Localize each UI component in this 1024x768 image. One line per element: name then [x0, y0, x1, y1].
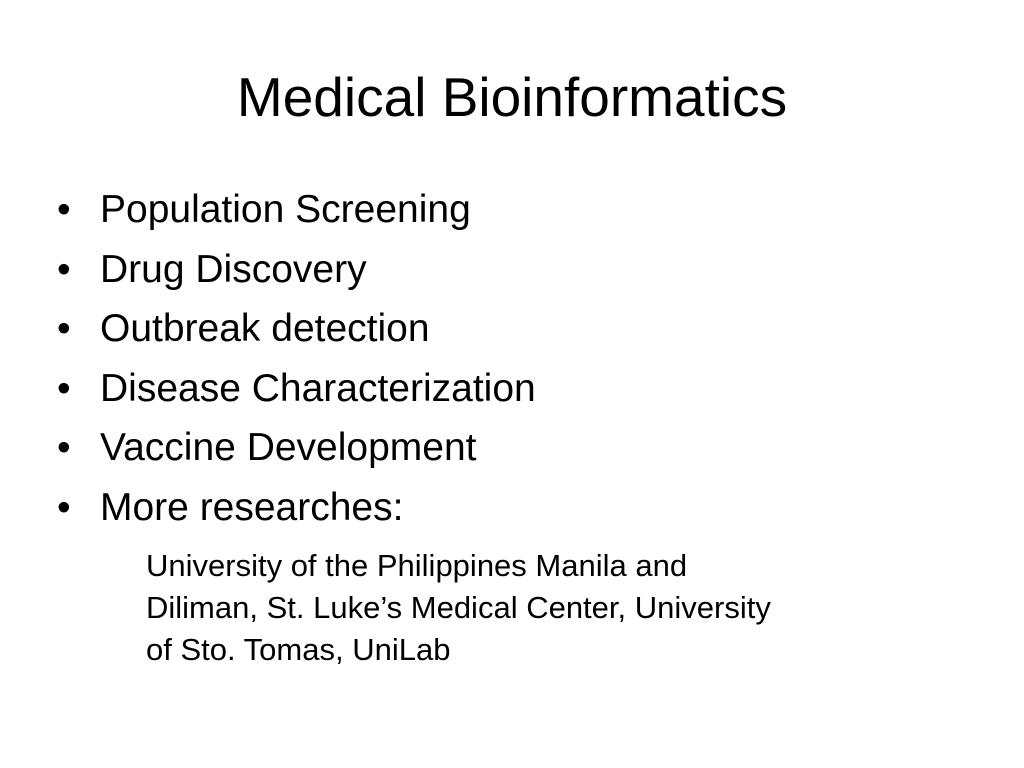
bullet-item [57, 299, 536, 359]
slide-title: Medical Bioinformatics [236, 66, 788, 128]
bullet-item [57, 240, 536, 300]
bullet-item [57, 478, 536, 538]
bullet-text: Outbreak detection [100, 307, 430, 350]
bullet-item [57, 418, 536, 478]
bullet-dot-icon: • [57, 188, 71, 231]
bullet-text: Vaccine Development [100, 426, 477, 469]
bullet-item [57, 359, 536, 419]
sub-paragraph [146, 545, 966, 671]
sub-line: of Sto. Tomas, UniLab [146, 632, 451, 667]
sub-line: University of the Philippines Manila and [146, 548, 688, 583]
bullet-text: Disease Characterization [100, 366, 536, 410]
bullet-text: More researches: [100, 485, 404, 529]
bullet-dot-icon: • [57, 307, 71, 350]
bullet-item [57, 180, 536, 240]
bullet-list [57, 180, 536, 537]
sub-line: Diliman, St. Luke’s Medical Center, University [146, 590, 771, 625]
bullet-text: Drug Discovery [100, 247, 367, 291]
bullet-dot-icon: • [57, 426, 71, 469]
bullet-dot-icon: • [57, 247, 71, 291]
bullet-text: Population Screening [100, 188, 471, 231]
bullet-dot-icon: • [57, 485, 71, 529]
bullet-dot-icon: • [57, 366, 71, 410]
